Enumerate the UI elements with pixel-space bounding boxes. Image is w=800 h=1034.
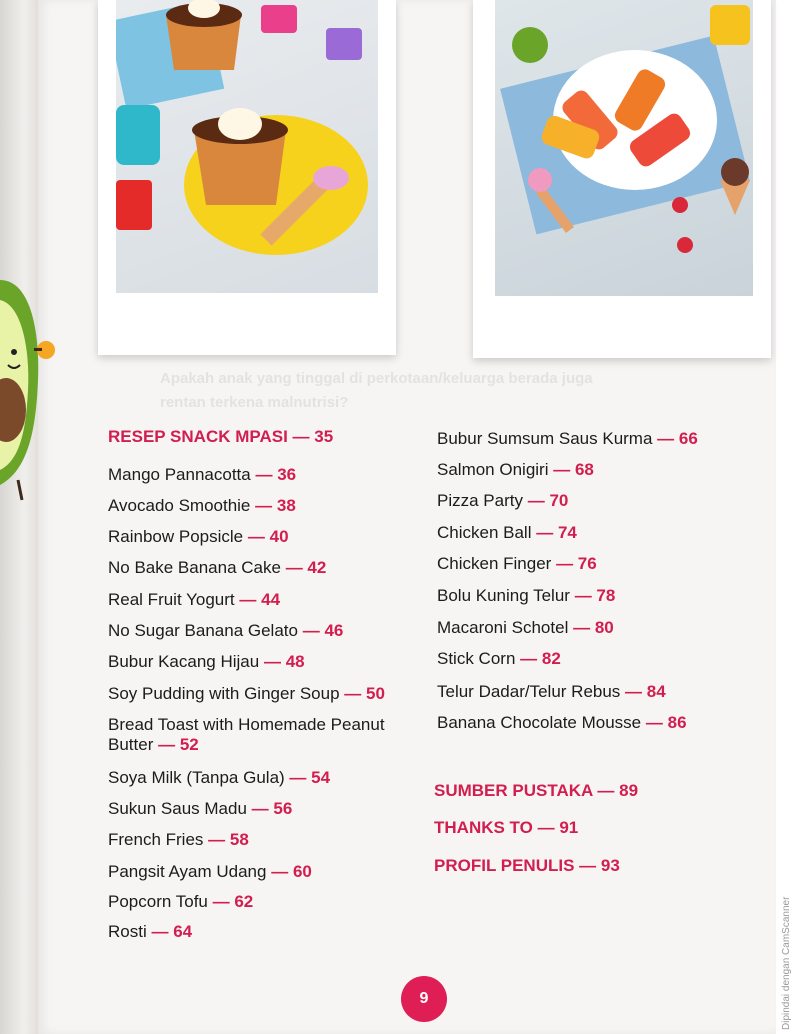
toc-label: No Sugar Banana Gelato	[108, 621, 298, 640]
toc-label: No Bake Banana Cake	[108, 558, 281, 577]
toc-page-number: 82	[541, 649, 561, 668]
toc-page-number: 50	[366, 684, 385, 703]
toc-label: Rosti	[108, 922, 147, 941]
toc-entry[interactable]: Real Fruit Yogurt — 44	[108, 590, 281, 609]
toc-label: Macaroni Schotel	[437, 618, 569, 637]
toc-label: Chicken Finger	[437, 554, 552, 573]
previous-page-edge	[0, 0, 40, 1034]
toc-entry[interactable]: Popcorn Tofu — 62	[108, 892, 254, 911]
toc-label: French Fries	[108, 830, 204, 849]
toc-entry[interactable]: Pizza Party — 70	[437, 491, 569, 510]
avocado-mascot-illustration	[0, 270, 60, 510]
toc-entry[interactable]: No Bake Banana Cake — 42	[108, 558, 327, 577]
toc-entry[interactable]: French Fries — 58	[108, 830, 249, 849]
toc-label: Pizza Party	[437, 491, 523, 510]
toc-entry[interactable]: Stick Corn — 82	[437, 649, 561, 668]
toc-entry[interactable]: Rosti — 64	[108, 922, 193, 941]
toc-label: Banana Chocolate Mousse	[437, 713, 642, 732]
toc-page-number: 78	[596, 586, 616, 605]
toc-page-number: 70	[549, 491, 569, 510]
toc-entry[interactable]: No Sugar Banana Gelato — 46	[108, 621, 344, 640]
page-margin	[776, 0, 800, 1034]
toc-entry[interactable]: Soy Pudding with Ginger Soup — 50	[108, 684, 385, 703]
toc-entry[interactable]: Pangsit Ayam Udang — 60	[108, 862, 312, 881]
toc-page-number: 44	[261, 590, 281, 609]
toc-page-number: 56	[273, 799, 293, 818]
toc-section-heading[interactable]: PROFIL PENULIS — 93	[434, 856, 620, 875]
toc-entry[interactable]: Bubur Sumsum Saus Kurma — 66	[437, 429, 698, 448]
toc-page-number: 66	[678, 429, 698, 448]
toc-label: Bread Toast with Homemade Peanut Butter	[108, 715, 385, 754]
toc-page-number: 48	[285, 652, 305, 671]
toc-entry[interactable]: Bread Toast with Homemade Peanut Butter — 52	[108, 715, 385, 754]
toc-page-number: 54	[311, 768, 331, 787]
toc-page-number: 86	[667, 713, 687, 732]
toc-page-number: 89	[619, 781, 639, 800]
toc-entry[interactable]: Telur Dadar/Telur Rebus — 84	[437, 682, 666, 701]
toc-label: Avocado Smoothie	[108, 496, 251, 515]
toc-label: Soy Pudding with Ginger Soup	[108, 684, 340, 703]
toc-entry[interactable]: Rainbow Popsicle — 40	[108, 527, 289, 546]
toc-label: Real Fruit Yogurt	[108, 590, 235, 609]
toc-label: Soya Milk (Tanpa Gula)	[108, 768, 285, 787]
toc-section-heading[interactable]: THANKS TO — 91	[434, 818, 579, 837]
toc-page-number: 76	[577, 554, 597, 573]
toc-label: Chicken Ball	[437, 523, 532, 542]
toc-label: Salmon Onigiri	[437, 460, 549, 479]
toc-label: Bubur Kacang Hijau	[108, 652, 260, 671]
toc-entry[interactable]: Soya Milk (Tanpa Gula) — 54	[108, 768, 331, 787]
toc-page-number: 52	[179, 735, 199, 754]
toc-entry[interactable]: Macaroni Schotel — 80	[437, 618, 614, 637]
toc-page-number: 91	[559, 818, 579, 837]
toc-entry[interactable]: Bubur Kacang Hijau — 48	[108, 652, 305, 671]
toc-page-number: 93	[600, 856, 620, 875]
toc-page-number: 42	[307, 558, 327, 577]
toc-label: Mango Pannacotta	[108, 465, 251, 484]
toc-label: Bubur Sumsum Saus Kurma	[437, 429, 653, 448]
toc-page-number: 36	[277, 465, 297, 484]
toc-page-number: 80	[594, 618, 614, 637]
toc-label: Rainbow Popsicle	[108, 527, 244, 546]
page-number-badge: 9	[401, 976, 447, 1022]
toc-entry[interactable]: Avocado Smoothie — 38	[108, 496, 296, 515]
toc-left-column	[108, 0, 428, 960]
toc-entry[interactable]: Chicken Finger — 76	[437, 554, 597, 573]
toc-entry[interactable]: Banana Chocolate Mousse — 86	[437, 713, 687, 732]
toc-right-column	[434, 0, 757, 900]
toc-label: Pangsit Ayam Udang	[108, 862, 267, 881]
toc-page-number: 38	[276, 496, 296, 515]
toc-page-number: 84	[646, 682, 666, 701]
toc-entry[interactable]: Salmon Onigiri — 68	[437, 460, 594, 479]
toc-label: Stick Corn	[437, 649, 516, 668]
toc-entry[interactable]: Mango Pannacotta — 36	[108, 465, 297, 484]
toc-label: SUMBER PUSTAKA	[434, 781, 593, 800]
toc-page-number: 64	[173, 922, 193, 941]
toc-section-heading[interactable]: RESEP SNACK MPASI — 35	[108, 427, 334, 446]
toc-label: Telur Dadar/Telur Rebus	[437, 682, 621, 701]
toc-label: Bolu Kuning Telur	[437, 586, 570, 605]
toc-page-number: 62	[234, 892, 254, 911]
toc-entry[interactable]: Chicken Ball — 74	[437, 523, 577, 542]
toc-page-number: 58	[229, 830, 249, 849]
toc-label: Sukun Saus Madu	[108, 799, 247, 818]
toc-page-number: 40	[269, 527, 289, 546]
toc-label: Popcorn Tofu	[108, 892, 208, 911]
toc-page-number: 60	[292, 862, 312, 881]
toc-page-number: 74	[557, 523, 577, 542]
toc-page-number: 68	[574, 460, 594, 479]
toc-page-number: 46	[324, 621, 344, 640]
camscanner-watermark: Dipindai dengan CamScanner	[781, 896, 792, 1030]
toc-entry[interactable]: Sukun Saus Madu — 56	[108, 799, 293, 818]
toc-label: RESEP SNACK MPASI	[108, 427, 288, 446]
toc-section-heading[interactable]: SUMBER PUSTAKA — 89	[434, 781, 639, 800]
toc-page-number: 35	[314, 427, 334, 446]
toc-entry[interactable]: Bolu Kuning Telur — 78	[437, 586, 616, 605]
toc-label: THANKS TO	[434, 818, 533, 837]
toc-label: PROFIL PENULIS	[434, 856, 575, 875]
bleed-through-text: Apakah anak yang tinggal di perkotaan/keluarga berada juga rentan terkena malnutrisi?	[160, 370, 593, 411]
